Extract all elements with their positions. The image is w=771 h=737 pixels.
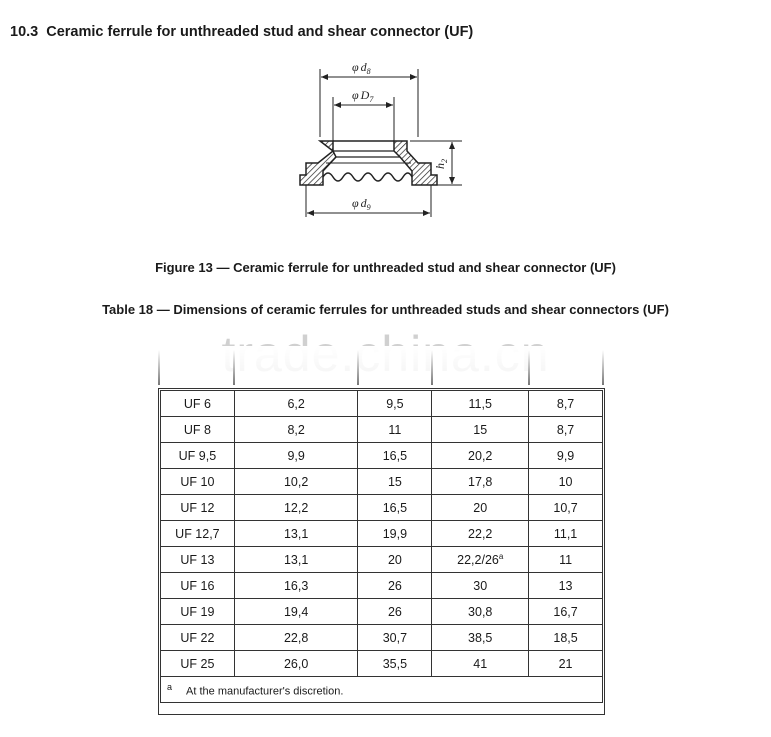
- table-cell: 11,5: [432, 391, 529, 417]
- table-cell: 16,5: [358, 495, 432, 521]
- table-cell: 20: [432, 495, 529, 521]
- table-cell: 11: [529, 547, 603, 573]
- table-cell: 19,4: [234, 599, 358, 625]
- table-cell: 30,8: [432, 599, 529, 625]
- column-divider-stub: [357, 350, 359, 385]
- table-cell: UF 8: [161, 417, 235, 443]
- table-cell: 10,2: [234, 469, 358, 495]
- table-cell: 19,9: [358, 521, 432, 547]
- table-cell: 26,0: [234, 651, 358, 677]
- table-row: [161, 625, 603, 651]
- table-cell: 15: [432, 417, 529, 443]
- table-cell: 8,7: [529, 391, 603, 417]
- column-divider-stub: [158, 350, 160, 385]
- table-cell: 8,7: [529, 417, 603, 443]
- table-row: [161, 599, 603, 625]
- column-divider-stub: [602, 350, 604, 385]
- table-cell: 13,1: [234, 521, 358, 547]
- table-caption: Table 18 — Dimensions of ceramic ferrules for unthreaded studs and shear connectors (UF): [102, 302, 669, 317]
- table-row: [161, 495, 603, 521]
- footnote-ref: a: [498, 551, 504, 561]
- table-cell: 11: [358, 417, 432, 443]
- svg-text:φd8: φ $d_8$: [352, 60, 371, 76]
- ferrule-drawing: [290, 55, 480, 230]
- table-cell: 13: [529, 573, 603, 599]
- table-cell: 30,7: [358, 625, 432, 651]
- table-cell: 41: [432, 651, 529, 677]
- table-cell: UF 22: [161, 625, 235, 651]
- table-cell: 17,8: [432, 469, 529, 495]
- table-cell: UF 19: [161, 599, 235, 625]
- section-heading: [10, 24, 473, 40]
- table-footnote-row: [161, 677, 603, 703]
- table-row: [161, 573, 603, 599]
- table-cell: 9,9: [234, 443, 358, 469]
- cell-value: 22,2/26: [457, 553, 499, 568]
- table-row: [161, 469, 603, 495]
- table-cell: 26: [358, 599, 432, 625]
- table-footnote: [161, 677, 603, 703]
- table-cell: 15: [358, 469, 432, 495]
- column-divider-stub: [233, 350, 235, 385]
- table-cell: 16,3: [234, 573, 358, 599]
- table-cell: 9,9: [529, 443, 603, 469]
- dimensions-table: [160, 390, 603, 703]
- label-phi-d8: φ: [352, 60, 359, 74]
- table-cell: UF 12: [161, 495, 235, 521]
- table-cell: 11,1: [529, 521, 603, 547]
- svg-text:φD7: φ $D_7$: [352, 88, 374, 104]
- table-cell: UF 16: [161, 573, 235, 599]
- table-cell-with-note: [432, 547, 529, 573]
- table-cell: 22,2: [432, 521, 529, 547]
- ferrule-diagram: [290, 55, 480, 230]
- column-divider-stub: [431, 350, 433, 385]
- table-cell: 9,5: [358, 391, 432, 417]
- table-row: [161, 651, 603, 677]
- table-cell: 12,2: [234, 495, 358, 521]
- table-cell: 35,5: [358, 651, 432, 677]
- table-cell: 16,5: [358, 443, 432, 469]
- table-row: [161, 547, 603, 573]
- table-cell: 18,5: [529, 625, 603, 651]
- table-cell: 21: [529, 651, 603, 677]
- table-cell: UF 13: [161, 547, 235, 573]
- table-cell: 8,2: [234, 417, 358, 443]
- svg-text:h2: $h_2$: [433, 159, 449, 169]
- figure-caption: Figure 13 — Ceramic ferrule for unthreaded stud and shear connector (UF): [155, 260, 616, 275]
- table-cell: 20: [358, 547, 432, 573]
- table-cell: 16,7: [529, 599, 603, 625]
- table-cell: 10,7: [529, 495, 603, 521]
- section-number: 10.3: [10, 24, 39, 40]
- table-cell: 6,2: [234, 391, 358, 417]
- footnote-text: At the manufacturer's discretion.: [186, 685, 344, 698]
- table-cell: 30: [432, 573, 529, 599]
- table-cell: UF 10: [161, 469, 235, 495]
- table-row: [161, 521, 603, 547]
- section-title: Ceramic ferrule for unthreaded stud and shear connector (UF): [46, 24, 474, 40]
- label-phi-D7: φ: [352, 88, 359, 102]
- faded-header-region: [155, 346, 610, 388]
- table-cell: 38,5: [432, 625, 529, 651]
- table-cell: UF 25: [161, 651, 235, 677]
- table-cell: UF 9,5: [161, 443, 235, 469]
- table-cell: 10: [529, 469, 603, 495]
- svg-text:φd9: φ $d_9$: [352, 196, 371, 212]
- table-row: [161, 391, 603, 417]
- table-cell: 13,1: [234, 547, 358, 573]
- table-row: [161, 443, 603, 469]
- label-h2: h: [433, 163, 447, 169]
- table-cell: 20,2: [432, 443, 529, 469]
- table-cell: 26: [358, 573, 432, 599]
- footnote-mark: a: [167, 681, 173, 692]
- table-row: [161, 417, 603, 443]
- table-cell: 22,8: [234, 625, 358, 651]
- table-cell: UF 6: [161, 391, 235, 417]
- column-divider-stub: [528, 350, 530, 385]
- label-phi-d9: φ: [352, 196, 359, 210]
- table-cell: UF 12,7: [161, 521, 235, 547]
